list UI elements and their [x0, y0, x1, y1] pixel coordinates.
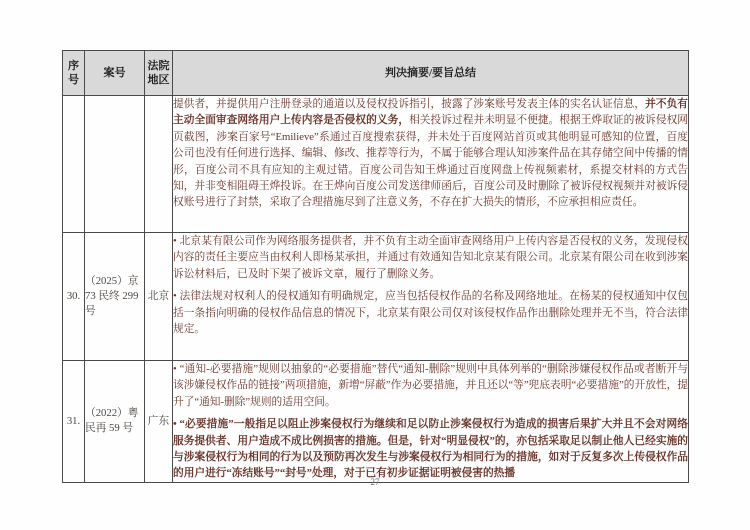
court-region-cell: 北京: [145, 233, 173, 361]
summary-bullet-bold: • “必要措施”一般指足以阻止涉案侵权行为继续和足以防止涉案侵权行为造成的损害后果扩大并且不会对网络服务提供者、用户造成不成比例损害的措施。但是，针对“明显侵权”的，亦包括采取足以制止他人已经实施的与涉案侵权行为相同的行为以及预防再次发生与涉案侵权行为相同行为的措施，如对于反复多次上传侵权作品的用户进行“冻结账号”“封号”处理，对于已有初步证据证明被侵害的热播: [173, 418, 688, 480]
court-region-cell: 广东: [145, 361, 173, 483]
summary-bullet: • “通知-必要措施”规则以抽象的“必要措施”替代“通知-删除”规则中具体列举的“删除涉嫌侵权作品或者断开与该涉嫌侵权作品的链接”两项措施，新增“屏蔽”作为必要措施，并且还以“等”兜底表明“必要措施”的开放性，提升了“通知-删除”规则的适用空间。: [173, 363, 688, 408]
page-number: 27: [370, 477, 380, 487]
seq-cell: 31.: [63, 361, 85, 483]
header-judgment-summary: 判决摘要/要旨总结: [173, 51, 689, 96]
summary-bullet: • 法律法规对权利人的侵权通知有明确规定，应当包括侵权作品的名称及网络地址。在杨某的侵权通知中仅包括一条指向明确的侵权作品信息的情况下，北京某有限公司仅对该侵权作品作出删除处理并无不当，符合法律规定。: [173, 290, 688, 336]
seq-cell: 30.: [63, 233, 85, 361]
summary-bullet: • 北京某有限公司作为网络服务提供者，并不负有主动全面审查网络用户上传内容是否侵权的义务，发现侵权内容的责任主要应当由权利人即杨某承担，并通过有效通知告知北京某有限公司。北京某有限公司在收到涉案诉讼材料后，已及时下架了被诉文章，履行了删除义务。: [173, 235, 688, 280]
header-seq: 序号: [63, 51, 85, 96]
seq-cell: [63, 96, 85, 233]
header-case-number: 案号: [85, 51, 145, 96]
judgments-table: [62, 50, 689, 483]
summary-cell: [173, 96, 689, 233]
summary-cell: [173, 361, 689, 483]
summary-cell: [173, 233, 689, 361]
table-row-31: [63, 361, 689, 483]
summary-text-bold: 并不负有主动全面审查网络用户上传内容是否侵权的义务，: [173, 98, 688, 127]
case-number-cell: [85, 96, 145, 233]
table-row-30: [63, 233, 689, 361]
summary-paragraph: [173, 96, 688, 211]
case-number-cell: （2025）京 73 民终 299 号: [85, 233, 145, 361]
table-row-continued: [63, 96, 689, 233]
table-header-row: [63, 51, 689, 96]
court-region-cell: [145, 96, 173, 233]
header-court-region: 法院地区: [145, 51, 173, 96]
summary-text: 相关投诉过程并未明显不便捷。根据王烨取证的被诉侵权网页截图，涉案百家号“Emilieve”系通过百度搜索获得，并未处于百度网站首页或其他明显可感知的位置，百度公司也没有任何进行选择、编辑、修改、推荐等行为，不属于能够合理认知涉案件品在其存储空间中传播的情形，百度公司不具有应知的主观过错。百度公司告知王烨通过百度网盘上传视频素材，系提交材料的方式告知，并非变相阻碍王烨投诉。在王烨向百度公司发送律师函后，百度公司及时删除了被诉侵权视频并对被诉侵权账号进行了封禁，采取了合理措施尽到了注意义务，不存在扩大损失的情形，不应承担相应责任。: [173, 114, 688, 209]
case-number-cell: （2022）粤 民再 59 号: [85, 361, 145, 483]
summary-text: 提供者，并提供用户注册登录的通道以及侵权投诉指引，披露了涉案账号发表主体的实名认证信息，: [173, 98, 646, 110]
